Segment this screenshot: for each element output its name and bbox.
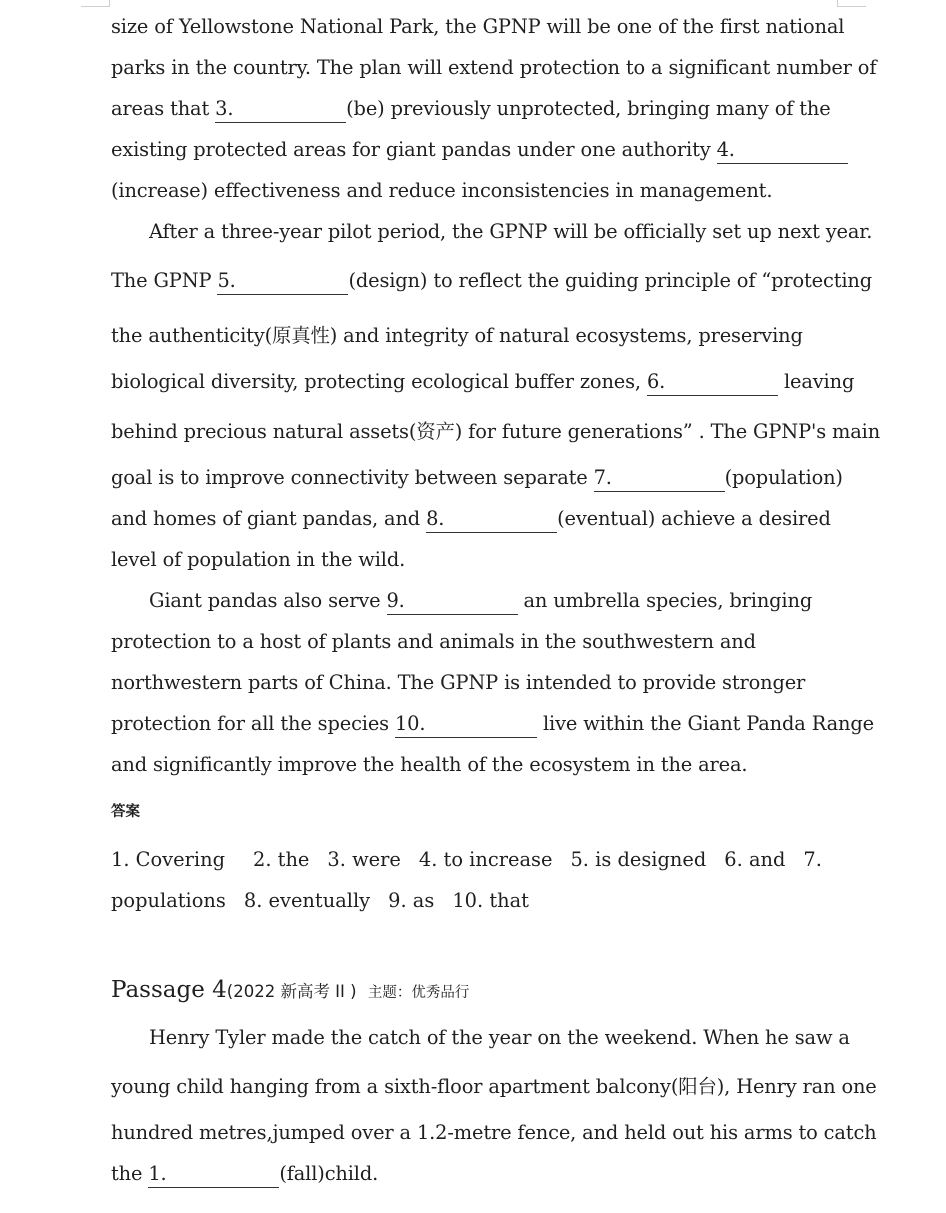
paragraph-line: young child hanging from a sixth-floor apartment balcony(阳台), Henry ran one <box>111 1075 877 1098</box>
blank-5[interactable] <box>217 268 348 295</box>
paragraph-line: the authenticity(原真性) and integrity of natural ecosystems, preserving <box>111 324 803 347</box>
text-span: (population) <box>724 466 843 489</box>
paragraph-line <box>111 1161 378 1188</box>
blank-number: 10. <box>394 712 426 735</box>
paragraph-line <box>111 711 874 738</box>
text-span: biological diversity, protecting ecological buffer zones, <box>111 370 647 393</box>
blank-number: 1. <box>148 1162 167 1185</box>
blank-number: 4. <box>716 138 735 161</box>
paragraph-line: After a three-year pilot period, the GPNP will be officially set up next year. <box>149 220 873 243</box>
blank-number: 5. <box>217 269 236 292</box>
text-span: Giant pandas also serve <box>149 589 387 612</box>
answer-item: 10. that <box>452 889 529 912</box>
blank-8[interactable] <box>426 506 557 533</box>
answer-item: 1. Covering <box>111 848 225 871</box>
text-span: (eventual) achieve a desired <box>557 507 831 530</box>
paragraph-line <box>149 588 812 615</box>
blank-1[interactable] <box>148 1161 279 1188</box>
passage-title <box>111 976 469 1007</box>
paragraph-line <box>111 137 848 164</box>
answer-item: populations <box>111 889 226 912</box>
text-span: areas that <box>111 97 216 120</box>
paragraph-line: size of Yellowstone National Park, the GPNP will be one of the first national <box>111 15 845 38</box>
text-span: existing protected areas for giant pandas under one authority <box>111 138 717 161</box>
answers-row-1 <box>111 847 840 873</box>
answer-item: 8. eventually <box>243 889 371 912</box>
paragraph-line: northwestern parts of China. The GPNP is intended to provide stronger <box>111 671 806 694</box>
blank-4[interactable] <box>717 137 848 164</box>
paragraph-line <box>111 506 831 533</box>
paragraph-line: protection to a host of plants and animals in the southwestern and <box>111 630 756 653</box>
text-span: (be) previously unprotected, bringing many of the <box>346 97 831 120</box>
blank-number: 6. <box>646 370 666 393</box>
paragraph-line <box>111 268 872 295</box>
answers-heading: 答案 <box>111 804 140 820</box>
answer-item: 2. the <box>252 848 310 871</box>
blank-number: 7. <box>593 466 612 489</box>
text-span: and homes of giant pandas, and <box>111 507 427 530</box>
paragraph-line: behind precious natural assets(资产) for future generations” . The GPNP's main <box>111 420 881 443</box>
passage-source: (2022 新高考 II ) <box>226 982 357 1001</box>
passage-title-text: Passage 4 <box>111 977 227 1003</box>
text-span: (design) to reflect the guiding principle of “protecting <box>348 269 873 292</box>
answer-item: 9. as <box>388 889 435 912</box>
blank-10[interactable] <box>395 711 537 738</box>
paragraph-line: (increase) effectiveness and reduce inconsistencies in management. <box>111 179 773 202</box>
passage-theme: 主题：优秀品行 <box>367 985 470 1001</box>
paragraph-line <box>111 369 854 396</box>
paragraph-line <box>111 465 843 492</box>
blank-3[interactable] <box>215 96 346 123</box>
blank-number: 3. <box>215 97 234 120</box>
answer-item: 5. is designed <box>570 848 707 871</box>
text-span: protection for all the species <box>111 712 395 735</box>
text-span: the <box>111 1162 149 1185</box>
text-span: (fall)child. <box>279 1162 379 1185</box>
paragraph-line <box>111 96 831 123</box>
answer-item: 4. to increase <box>418 848 553 871</box>
paragraph-line: parks in the country. The plan will extend protection to a significant number of <box>111 56 877 79</box>
text-span: goal is to improve connectivity between separate <box>111 466 594 489</box>
page-corner-marker-left <box>81 0 110 7</box>
answer-item: 6. and <box>724 848 786 871</box>
text-span: an umbrella species, bringing <box>517 589 813 612</box>
page-corner-marker-right <box>837 0 866 7</box>
text-span: The GPNP <box>111 269 218 292</box>
answer-item: 3. were <box>327 848 401 871</box>
answers-row-2 <box>111 888 547 914</box>
paragraph-line: and significantly improve the health of the ecosystem in the area. <box>111 753 748 776</box>
paragraph-line: hundred metres,jumped over a 1.2-metre fence, and held out his arms to catch <box>111 1121 877 1144</box>
blank-7[interactable] <box>594 465 725 492</box>
blank-number: 9. <box>386 589 405 612</box>
paragraph-line: level of population in the wild. <box>111 548 406 571</box>
blank-6[interactable] <box>647 369 778 396</box>
text-span: leaving <box>777 370 855 393</box>
answer-item: 7. <box>803 848 822 871</box>
blank-9[interactable] <box>387 588 518 615</box>
text-span: live within the Giant Panda Range <box>536 712 874 735</box>
blank-number: 8. <box>426 507 445 530</box>
paragraph-line: Henry Tyler made the catch of the year on the weekend. When he saw a <box>149 1026 850 1049</box>
